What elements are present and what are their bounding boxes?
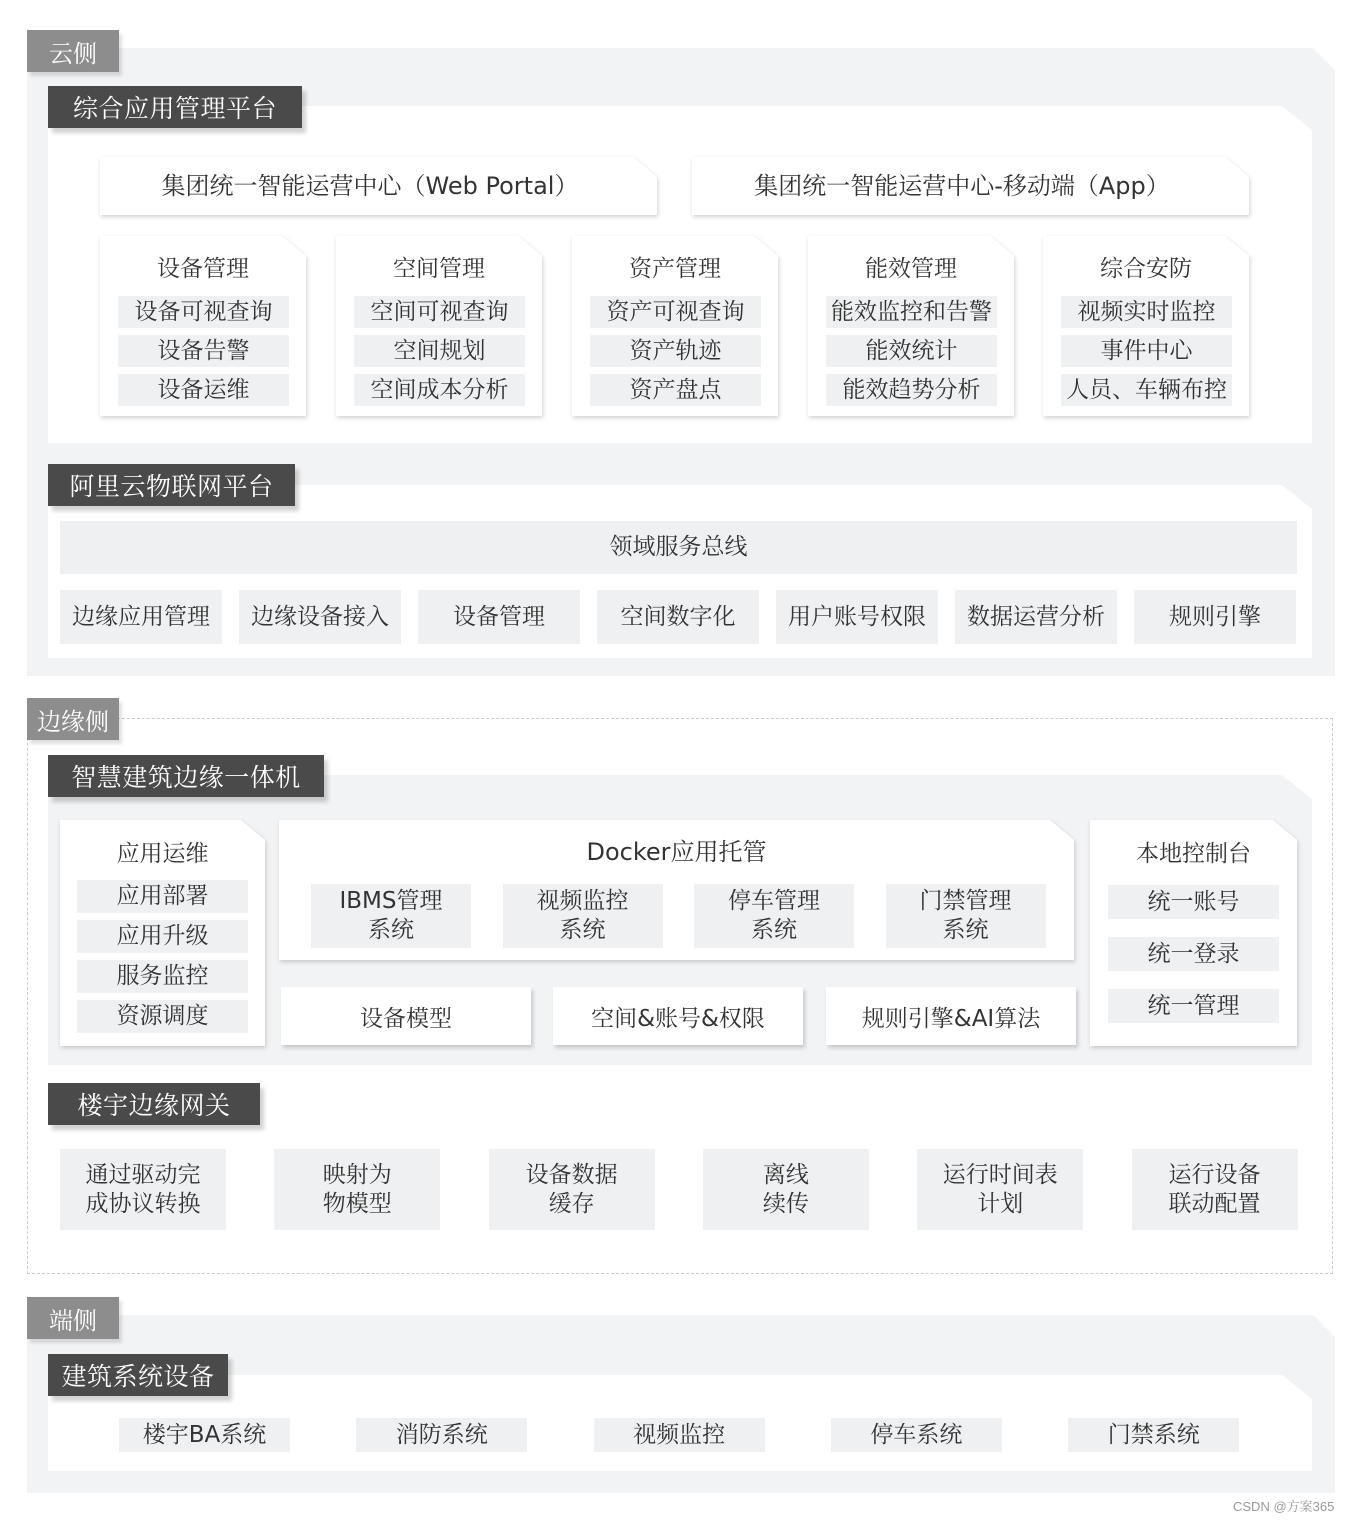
module-item: 能效趋势分析 [826, 374, 997, 406]
docker-title: Docker应用托管 [586, 838, 767, 866]
console-item: 统一账号 [1108, 885, 1279, 919]
module-item: 空间可视查询 [354, 296, 525, 328]
module-item: 资产盘点 [590, 374, 761, 406]
module-item: 能效统计 [826, 335, 997, 367]
docker-system-item: 视频监控 系统 [503, 884, 663, 948]
cloud-zone-tag: 云侧 [27, 30, 119, 72]
gateway-panel [48, 1104, 1312, 1257]
ops-title: 应用运维 [116, 840, 209, 867]
iot-service-item: 数据运营分析 [955, 590, 1117, 644]
ops-item: 服务监控 [77, 960, 248, 993]
docker-system-item: 停车管理 系统 [694, 884, 854, 948]
console-item: 统一管理 [1108, 989, 1279, 1023]
building-title: 建筑系统设备 [48, 1354, 228, 1396]
iot-service-item: 用户账号权限 [776, 590, 938, 644]
portal-web-label: 集团统一智能运营中心（Web Portal） [161, 172, 579, 200]
module-item: 资产轨迹 [590, 335, 761, 367]
edge-bottom-module: 空间&账号&权限 [553, 987, 803, 1045]
module-title: 设备管理 [157, 255, 249, 282]
edge-zone-tag: 边缘侧 [27, 698, 119, 740]
iot-service-item: 边缘设备接入 [239, 590, 401, 644]
iot-service-item: 设备管理 [418, 590, 580, 644]
app-platform-title: 综合应用管理平台 [48, 86, 302, 128]
module-item: 空间成本分析 [354, 374, 525, 406]
module-item: 事件中心 [1061, 335, 1232, 367]
ops-item: 应用升级 [77, 920, 248, 953]
module-item: 设备运维 [118, 374, 289, 406]
console-title: 本地控制台 [1136, 840, 1251, 867]
building-item: 停车系统 [831, 1418, 1002, 1452]
building-item: 消防系统 [356, 1418, 527, 1452]
module-item: 人员、车辆布控 [1061, 374, 1232, 406]
edge-machine-title: 智慧建筑边缘一体机 [48, 755, 324, 797]
edge-bottom-module: 设备模型 [281, 987, 531, 1045]
iot-service-item: 边缘应用管理 [60, 590, 222, 644]
console-item: 统一登录 [1108, 937, 1279, 971]
gateway-item: 运行时间表 计划 [917, 1149, 1083, 1230]
gateway-item: 设备数据 缓存 [489, 1149, 655, 1230]
module-item: 能效监控和告警 [826, 296, 997, 328]
iot-platform-title: 阿里云物联网平台 [48, 464, 295, 506]
portal-app-label: 集团统一智能运营中心-移动端（App） [754, 172, 1170, 200]
building-item: 门禁系统 [1068, 1418, 1239, 1452]
module-title: 空间管理 [393, 255, 485, 282]
ops-item: 应用部署 [77, 880, 248, 913]
module-title: 能效管理 [865, 255, 957, 282]
module-item: 资产可视查询 [590, 296, 761, 328]
module-item: 视频实时监控 [1061, 296, 1232, 328]
iot-service-item: 规则引擎 [1134, 590, 1296, 644]
gateway-item: 运行设备 联动配置 [1132, 1149, 1298, 1230]
building-item: 楼宇BA系统 [119, 1418, 290, 1452]
domain-service-bus: 领域服务总线 [60, 521, 1297, 574]
docker-system-item: 门禁管理 系统 [886, 884, 1046, 948]
module-item: 设备可视查询 [118, 296, 289, 328]
gateway-item: 离线 续传 [703, 1149, 869, 1230]
module-item: 空间规划 [354, 335, 525, 367]
module-title: 综合安防 [1100, 255, 1192, 282]
building-item: 视频监控 [594, 1418, 765, 1452]
csdn-watermark: CSDN @方案365 [1233, 1499, 1335, 1514]
docker-system-item: IBMS管理 系统 [311, 884, 471, 948]
ops-item: 资源调度 [77, 1000, 248, 1033]
device-zone-tag: 端侧 [27, 1297, 119, 1339]
iot-service-item: 空间数字化 [597, 590, 759, 644]
module-title: 资产管理 [629, 255, 721, 282]
edge-bottom-module: 规则引擎&AI算法 [826, 987, 1076, 1045]
module-item: 设备告警 [118, 335, 289, 367]
gateway-title: 楼宇边缘网关 [48, 1083, 260, 1125]
gateway-item: 映射为 物模型 [274, 1149, 440, 1230]
gateway-item: 通过驱动完 成协议转换 [60, 1149, 226, 1230]
